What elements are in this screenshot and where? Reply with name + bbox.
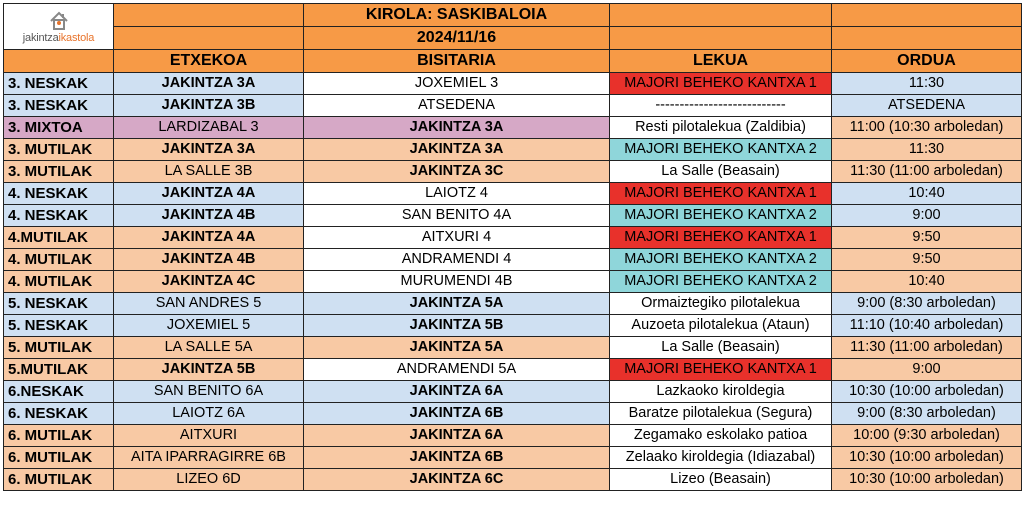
house-icon [48,10,70,32]
time-cell: 11:00 (10:30 arboledan) [832,117,1022,139]
home-team-cell: JAKINTZA 4A [114,227,304,249]
place-cell: La Salle (Beasain) [610,161,832,183]
time-cell: 10:30 (10:00 arboledan) [832,469,1022,491]
table-row [4,469,1022,491]
place-cell: Auzoeta pilotalekua (Ataun) [610,315,832,337]
table-row [4,183,1022,205]
title-spacer-right [610,4,832,27]
place-cell: MAJORI BEHEKO KANTXA 1 [610,183,832,205]
category-cell: 3. MUTILAK [4,161,114,183]
logo-text-a: jakintza [22,31,59,44]
home-team-cell: LAIOTZ 6A [114,403,304,425]
home-team-cell: JOXEMIEL 5 [114,315,304,337]
category-cell: 3. MIXTOA [4,117,114,139]
place-cell: MAJORI BEHEKO KANTXA 1 [610,227,832,249]
category-cell: 5.MUTILAK [4,359,114,381]
table-row [4,293,1022,315]
column-header-place: LEKUA [610,50,832,73]
home-team-cell: AITA IPARRAGIRRE 6B [114,447,304,469]
time-cell: 9:00 [832,205,1022,227]
time-cell: 10:30 (10:00 arboledan) [832,447,1022,469]
away-team-cell: JAKINTZA 3A [304,117,610,139]
table-row [4,403,1022,425]
time-cell: 11:30 (11:00 arboledan) [832,161,1022,183]
time-cell: 10:30 (10:00 arboledan) [832,381,1022,403]
home-team-cell: LIZEO 6D [114,469,304,491]
home-team-cell: LA SALLE 3B [114,161,304,183]
table-row [4,271,1022,293]
away-team-cell: ANDRAMENDI 5A [304,359,610,381]
time-cell: 10:40 [832,183,1022,205]
date-spacer-end [832,27,1022,50]
away-team-cell: JAKINTZA 5B [304,315,610,337]
title-row [4,4,1022,27]
column-header-row [4,50,1022,73]
away-team-cell: LAIOTZ 4 [304,183,610,205]
logo-text [23,32,94,44]
time-cell: 9:00 (8:30 arboledan) [832,293,1022,315]
away-team-cell: JAKINTZA 5A [304,337,610,359]
place-cell: MAJORI BEHEKO KANTXA 2 [610,205,832,227]
home-team-cell: JAKINTZA 4A [114,183,304,205]
home-team-cell: SAN BENITO 6A [114,381,304,403]
home-team-cell: JAKINTZA 4B [114,249,304,271]
category-cell: 6. NESKAK [4,403,114,425]
place-cell: La Salle (Beasain) [610,337,832,359]
category-cell: 3. MUTILAK [4,139,114,161]
away-team-cell: JAKINTZA 3A [304,139,610,161]
sheet-title: KIROLA: SASKIBALOIA [304,4,610,27]
place-cell: MAJORI BEHEKO KANTXA 2 [610,249,832,271]
home-team-cell: LARDIZABAL 3 [114,117,304,139]
table-row [4,73,1022,95]
column-header-time: ORDUA [832,50,1022,73]
place-cell: Lizeo (Beasain) [610,469,832,491]
table-row [4,227,1022,249]
place-cell: MAJORI BEHEKO KANTXA 1 [610,359,832,381]
away-team-cell: ANDRAMENDI 4 [304,249,610,271]
time-cell: 11:30 (11:00 arboledan) [832,337,1022,359]
table-row [4,205,1022,227]
category-cell: 6. MUTILAK [4,425,114,447]
place-cell: MAJORI BEHEKO KANTXA 2 [610,271,832,293]
category-cell: 5. NESKAK [4,293,114,315]
date-spacer-left [114,27,304,50]
away-team-cell: SAN BENITO 4A [304,205,610,227]
home-team-cell: LA SALLE 5A [114,337,304,359]
category-cell: 5. MUTILAK [4,337,114,359]
time-cell: 11:30 [832,73,1022,95]
table-row [4,249,1022,271]
table-row [4,315,1022,337]
place-cell: Ormaiztegiko pilotalekua [610,293,832,315]
column-header-home: ETXEKOA [114,50,304,73]
category-cell: 4. NESKAK [4,183,114,205]
table-row [4,425,1022,447]
time-cell: 10:00 (9:30 arboledan) [832,425,1022,447]
time-cell: ATSEDENA [832,95,1022,117]
time-cell: 10:40 [832,271,1022,293]
category-cell: 6. MUTILAK [4,469,114,491]
home-team-cell: JAKINTZA 4B [114,205,304,227]
place-cell: MAJORI BEHEKO KANTXA 1 [610,73,832,95]
place-cell: --------------------------- [610,95,832,117]
time-cell: 9:50 [832,227,1022,249]
home-team-cell: JAKINTZA 3A [114,73,304,95]
date-row [4,27,1022,50]
away-team-cell: MURUMENDI 4B [304,271,610,293]
category-cell: 4.MUTILAK [4,227,114,249]
time-cell: 9:50 [832,249,1022,271]
away-team-cell: JAKINTZA 6A [304,381,610,403]
time-cell: 9:00 (8:30 arboledan) [832,403,1022,425]
time-cell: 11:30 [832,139,1022,161]
away-team-cell: JAKINTZA 3C [304,161,610,183]
time-cell: 9:00 [832,359,1022,381]
schedule-table [3,3,1022,491]
away-team-cell: JOXEMIEL 3 [304,73,610,95]
table-row [4,359,1022,381]
place-cell: Resti pilotalekua (Zaldibia) [610,117,832,139]
away-team-cell: JAKINTZA 6B [304,403,610,425]
table-row [4,381,1022,403]
place-cell: Zelaako kiroldegia (Idiazabal) [610,447,832,469]
table-row [4,337,1022,359]
place-cell: Baratze pilotalekua (Segura) [610,403,832,425]
away-team-cell: JAKINTZA 6A [304,425,610,447]
home-team-cell: JAKINTZA 4C [114,271,304,293]
place-cell: Zegamako eskolako patioa [610,425,832,447]
category-cell: 3. NESKAK [4,73,114,95]
category-cell: 4. MUTILAK [4,249,114,271]
column-header-away: BISITARIA [304,50,610,73]
category-cell: 4. NESKAK [4,205,114,227]
category-cell: 5. NESKAK [4,315,114,337]
away-team-cell: JAKINTZA 6B [304,447,610,469]
category-cell: 6. MUTILAK [4,447,114,469]
logo-cell [4,4,114,50]
title-spacer-end [832,4,1022,27]
column-header-category [4,50,114,73]
time-cell: 11:10 (10:40 arboledan) [832,315,1022,337]
home-team-cell: JAKINTZA 5B [114,359,304,381]
category-cell: 4. MUTILAK [4,271,114,293]
home-team-cell: JAKINTZA 3B [114,95,304,117]
away-team-cell: AITXURI 4 [304,227,610,249]
sheet-date: 2024/11/16 [304,27,610,50]
away-team-cell: JAKINTZA 5A [304,293,610,315]
home-team-cell: SAN ANDRES 5 [114,293,304,315]
away-team-cell: JAKINTZA 6C [304,469,610,491]
title-spacer-left [114,4,304,27]
logo-text-b: ikastola [58,31,95,44]
table-row [4,139,1022,161]
table-row [4,117,1022,139]
jakintza-logo [4,5,113,49]
home-team-cell: AITXURI [114,425,304,447]
away-team-cell: ATSEDENA [304,95,610,117]
table-row [4,95,1022,117]
date-spacer-right [610,27,832,50]
category-cell: 3. NESKAK [4,95,114,117]
place-cell: MAJORI BEHEKO KANTXA 2 [610,139,832,161]
place-cell: Lazkaoko kiroldegia [610,381,832,403]
table-row [4,447,1022,469]
table-row [4,161,1022,183]
category-cell: 6.NESKAK [4,381,114,403]
home-team-cell: JAKINTZA 3A [114,139,304,161]
